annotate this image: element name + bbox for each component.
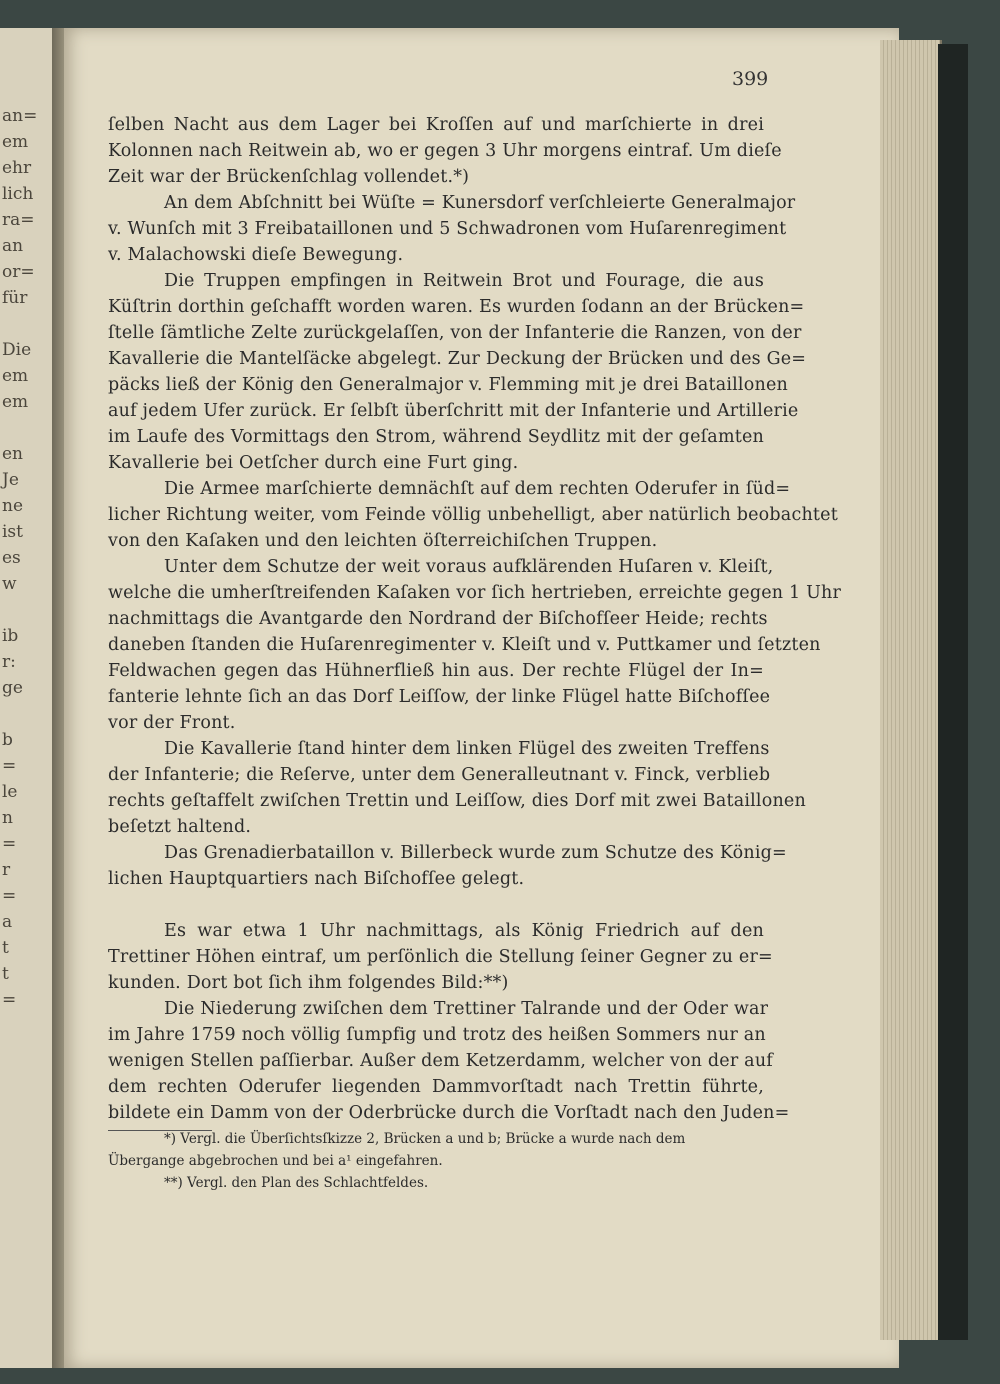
left-page-fragment: a: [2, 912, 13, 932]
text-line: Die Truppen empfingen in Reitwein Brot und Fourage, die aus: [164, 271, 764, 291]
text-line: wenigen Stellen paſſierbar. Außer dem Ketzerdamm, welcher von der auf: [108, 1051, 773, 1071]
text-line: Küſtrin dorthin geſchafft worden waren. Es wurden ſodann an der Brücken=: [108, 297, 805, 317]
text-line: bildete ein Damm von der Oderbrücke durch die Vorſtadt nach den Juden=: [108, 1103, 790, 1123]
left-page-fragment: für: [2, 288, 28, 308]
text-line: päcks ließ der König den Generalmajor v. Flemming mit je drei Bataillonen: [108, 375, 788, 395]
text-line: Die Armee marſchierte demnächſt auf dem rechten Oderufer in ſüd=: [164, 479, 791, 499]
left-page-fragment: an=: [2, 106, 38, 126]
text-line: daneben ſtanden die Huſarenregimenter v. Kleiſt und v. Puttkamer und ſetzten: [108, 635, 821, 655]
left-page-fragment: =: [2, 756, 17, 776]
left-page-fragment: Je: [2, 470, 19, 490]
text-line: im Jahre 1759 noch völlig ſumpfig und trotz des heißen Sommers nur an: [108, 1025, 766, 1045]
paragraph: [108, 918, 773, 996]
text-line: der Infanterie; die Reſerve, unter dem Generalleutnant v. Finck, verblieb: [108, 765, 771, 785]
book-cover-edge: [938, 44, 968, 1340]
page-edges: [880, 40, 942, 1340]
text-line: v. Malachowski dieſe Bewegung.: [108, 245, 404, 265]
paragraph: [108, 996, 790, 1126]
text-line: Unter dem Schutze der weit voraus aufklärenden Huſaren v. Kleiſt,: [164, 557, 774, 577]
footnote-line: Übergange abgebrochen und bei a¹ eingefahren.: [108, 1153, 443, 1169]
left-page-fragment: ib: [2, 626, 19, 646]
left-page-fragment: lich: [2, 184, 34, 204]
left-page-fragment: or=: [2, 262, 35, 282]
left-page-fragment: an: [2, 236, 24, 256]
text-line: v. Wunſch mit 3 Freibataillonen und 5 Schwadronen vom Huſarenregiment: [108, 219, 787, 239]
left-page-fragment: em: [2, 392, 29, 412]
left-page-fragment: t: [2, 938, 9, 958]
text-line: beſetzt haltend.: [108, 817, 252, 837]
text-line: Das Grenadierbataillon v. Billerbeck wurde zum Schutze des König=: [164, 843, 787, 863]
left-page-fragment: le: [2, 782, 18, 802]
text-line: An dem Abſchnitt bei Wüſte = Kunersdorf verſchleierte Generalmajor: [164, 193, 796, 213]
text-line: rechts geſtaffelt zwiſchen Trettin und Leiſſow, dies Dorf mit zwei Bataillonen: [108, 791, 806, 811]
left-page-fragment: t: [2, 964, 9, 984]
paragraph: [108, 190, 796, 268]
text-line: auf jedem Ufer zurück. Er ſelbſt überſchritt mit der Infanterie und Artillerie: [108, 401, 799, 421]
left-page-fragment: em: [2, 132, 29, 152]
left-page-fragment: ist: [2, 522, 23, 542]
footnote-line: **) Vergl. den Plan des Schlachtfeldes.: [164, 1175, 429, 1191]
left-page-fragment: ne: [2, 496, 24, 516]
text-line: Feldwachen gegen das Hühnerfließ hin aus. Der rechte Flügel der In=: [108, 661, 764, 681]
left-page-edge: [0, 28, 55, 1368]
text-line: Kavallerie die Mantelſäcke abgelegt. Zur Deckung der Brücken und des Ge=: [108, 349, 807, 369]
footnote-line: *) Vergl. die Überſichtsſkizze 2, Brücken a und b; Brücke a wurde nach dem: [164, 1131, 686, 1147]
left-page-fragment: em: [2, 366, 29, 386]
text-line: nachmittags die Avantgarde den Nordrand der Biſchofſeer Heide; rechts: [108, 609, 768, 629]
left-page-fragment: =: [2, 886, 17, 906]
text-line: kunden. Dort bot ſich ihm folgendes Bild:**): [108, 973, 509, 993]
paragraph: [108, 840, 787, 892]
left-page-fragment: w: [2, 574, 17, 594]
left-page-fragment: ge: [2, 678, 23, 698]
left-page-fragment: ra=: [2, 210, 35, 230]
text-line: ſelben Nacht aus dem Lager bei Kroſſen auf und marſchierte in drei: [108, 115, 764, 135]
body-text: [108, 112, 842, 1126]
text-line: Die Niederung zwiſchen dem Trettiner Talrande und der Oder war: [164, 999, 769, 1019]
text-line: Zeit war der Brückenſchlag vollendet.*): [108, 167, 470, 187]
text-line: vor der Front.: [108, 713, 236, 733]
paragraph: [108, 476, 838, 554]
left-page-fragment: =: [2, 990, 17, 1010]
section-spacer: [108, 892, 764, 918]
left-page-fragment: n: [2, 808, 13, 828]
text-line: ſtelle ſämtliche Zelte zurückgelaſſen, von der Infanterie die Ranzen, von der: [108, 323, 802, 343]
left-page-fragment: es: [2, 548, 21, 568]
text-line: von den Kaſaken und den leichten öſterreichiſchen Truppen.: [108, 531, 658, 551]
left-page-fragment: =: [2, 834, 17, 854]
paragraph: [108, 112, 782, 190]
left-page-fragment: r: [2, 860, 11, 880]
paragraph: [108, 736, 806, 840]
text-line: lichen Hauptquartiers nach Biſchofſee gelegt.: [108, 869, 525, 889]
text-line: Kolonnen nach Reitwein ab, wo er gegen 3 Uhr morgens eintraf. Um dieſe: [108, 141, 782, 161]
text-line: welche die umherſtreifenden Kaſaken vor ſich hertrieben, erreichte gegen 1 Uhr: [108, 583, 842, 603]
text-line: fanterie lehnte ſich an das Dorf Leiſſow, der linke Flügel hatte Biſchofſee: [108, 687, 771, 707]
page-number: 399: [732, 68, 769, 90]
text-line: licher Richtung weiter, vom Feinde völlig unbehelligt, aber natürlich beobachtet: [108, 505, 838, 525]
left-page-fragment: en: [2, 444, 24, 464]
text-line: Es war etwa 1 Uhr nachmittags, als König Friedrich auf den: [164, 921, 764, 941]
text-line: Die Kavallerie ſtand hinter dem linken Flügel des zweiten Treffens: [164, 739, 770, 759]
left-page-fragment: r:: [2, 652, 16, 672]
text-line: Trettiner Höhen eintraf, um perſönlich die Stellung ſeiner Gegner zu er=: [108, 947, 773, 967]
paragraph: [108, 554, 842, 736]
text-line: dem rechten Oderufer liegenden Dammvorſtadt nach Trettin führte,: [108, 1077, 764, 1097]
footnotes: [108, 1128, 764, 1194]
text-line: im Laufe des Vormittags den Strom, während Seydlitz mit der geſamten: [108, 427, 764, 447]
text-line: Kavallerie bei Oetſcher durch eine Furt ging.: [108, 453, 519, 473]
paragraph: [108, 268, 807, 476]
left-page-fragment: b: [2, 730, 13, 750]
left-page-fragment: ehr: [2, 158, 32, 178]
left-page-fragment: Die: [2, 340, 32, 360]
